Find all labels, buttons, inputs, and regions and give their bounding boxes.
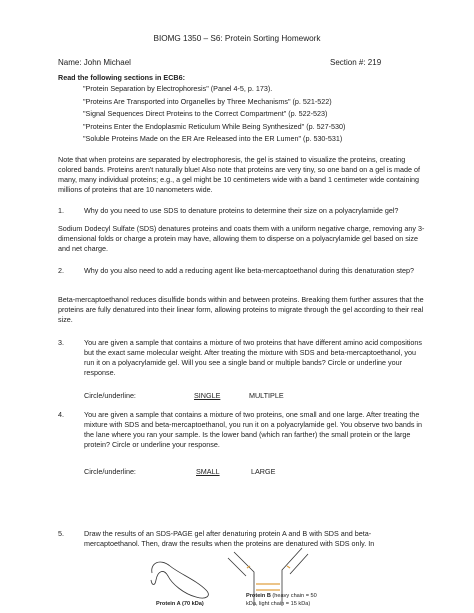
reading-item: "Proteins Are Transported into Organelles by Three Mechanisms" (p. 521-522): [83, 96, 332, 106]
question-3-circle-label: Circle/underline:: [84, 391, 136, 400]
option-large[interactable]: LARGE: [251, 467, 276, 476]
question-5-text: Draw the results of an SDS-PAGE gel after denaturing protein A and B with SDS and beta-mercaptoethanol. Then, draw the results when the proteins are denatured with SDS only. In: [84, 529, 375, 548]
disulfide-bond-right: [287, 566, 290, 568]
answer-2-text: Beta-mercaptoethanol reduces disulfide bonds within and between proteins. Breaking them further assures that the proteins are fully denatured into their linear form, allowing proteins to migrate through the gel according to their real size.: [58, 295, 424, 324]
question-4-circle-label: Circle/underline:: [84, 467, 136, 476]
answer-1-text: Sodium Dodecyl Sulfate (SDS) denatures proteins and coats them with a uniform negative charge, removing any 3-dimensional folds or charge a protein may have, allowing them to disperse on a polyacrylamide gel based on size and net charge.: [58, 224, 425, 253]
protein-b-light-chain-left: [228, 558, 246, 576]
protein-b-label-heavy: (heavy chain = 50: [270, 593, 317, 599]
electrophoresis-note: Note that when proteins are separated by electrophoresis, the gel is stained to visualize the proteins, creating colored bands. Proteins aren't naturally blue! Also note that proteins are very tiny, so one band on a gel is made of many, many individual proteins; e.g., a gel might be 10 centimeters wide with a band 1 centimeter wide containing millions of proteins that are 10 nanometers wide.: [58, 155, 421, 194]
readings-heading: Read the following sections in ECB6:: [58, 73, 185, 82]
section-number: Section #: 219: [330, 58, 382, 67]
protein-b-label-name: Protein B: [246, 593, 271, 599]
reading-item: "Signal Sequences Direct Proteins to the Correct Compartment" (p. 522-523): [83, 109, 328, 119]
page-title: BIOMG 1350 – S6: Protein Sorting Homework: [153, 34, 321, 43]
option-single[interactable]: SINGLE: [194, 391, 221, 400]
question-5-number: 5.: [58, 529, 64, 538]
option-small[interactable]: SMALL: [196, 467, 220, 476]
protein-a-label: Protein A (70 kDa): [156, 601, 204, 607]
protein-b-label: [246, 592, 317, 608]
reading-item: "Protein Separation by Electrophoresis" (Panel 4-5, p. 173).: [83, 84, 273, 93]
question-4-number: 4.: [58, 410, 64, 419]
student-name: Name: John Michael: [58, 58, 131, 67]
reading-item: "Proteins Enter the Endoplasmic Reticulum While Being Synthesized" (p. 527-530): [83, 121, 346, 131]
protein-b-label-light: kDa, light chain = 15 kDa): [246, 601, 311, 607]
question-3-number: 3.: [58, 338, 64, 347]
question-1-text: Why do you need to use SDS to denature proteins to determine their size on a polyacrylamide gel?: [84, 206, 399, 215]
protein-a-chain: [151, 562, 208, 598]
option-multiple[interactable]: MULTIPLE: [249, 391, 284, 400]
question-1-number: 1.: [58, 206, 64, 215]
protein-b-light-chain-right: [290, 554, 308, 574]
question-2-text: Why do you also need to add a reducing agent like beta-mercaptoethanol during this denaturation step?: [84, 266, 415, 275]
question-2-number: 2.: [58, 266, 64, 275]
question-4-text: You are given a sample that contains a mixture of two proteins, one small and one large. After treating the mixture with SDS and beta-mercaptoethanol, you run it on a polyacrylamide gel. You observe two bands in the lane where you ran your sample. Is the lower band (which ran farther) the small protein or the large protein? Circle or underline your response.: [84, 410, 423, 449]
question-3-text: You are given a sample that contains a mixture of two proteins that have different amino acid compositions but the exact same molecular weight. After treating the mixture with SDS and beta-mercaptoethanol, you run it on a polyacrylamide gel. Will you see a single band or multiple bands? Circle or underline your response.: [84, 338, 423, 377]
reading-item: "Soluble Proteins Made on the ER Are Released into the ER Lumen" (p. 530-531): [83, 134, 343, 144]
